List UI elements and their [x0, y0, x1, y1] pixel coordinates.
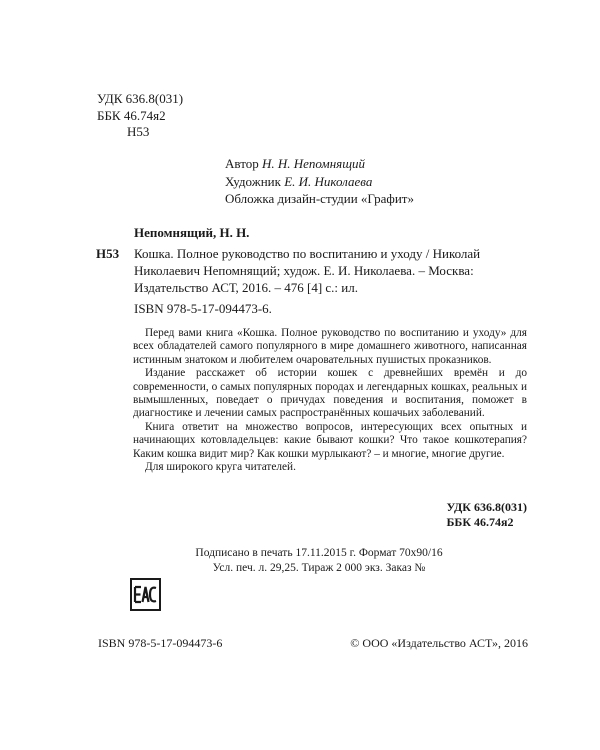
printing-line-1: Подписано в печать 17.11.2015 г. Формат 70х90/16	[195, 547, 443, 559]
classification-repeat	[446, 500, 527, 529]
annotation-paragraph: Книга ответит на множество вопросов, интересующих всех опытных и начинающих котовладельцев: какие бывают кошки? Что такое кошкотерапия? Каким кошка видит мир? Как кошки мурлыкают? – и многие, многие другие.	[133, 420, 527, 460]
annotation-paragraph: Перед вами книга «Кошка. Полное руководство по воспитанию и уходу» для всех обладателей самого популярного в мире домашнего животного, написанная истинным знатоком и любителем очаровательных пушистых проказников.	[133, 327, 527, 366]
udk-code: УДК 636.8(031)	[97, 91, 184, 106]
author-mark: Н53	[127, 124, 150, 139]
bibliographic-isbn: ISBN 978-5-17-094473-6.	[134, 301, 272, 316]
annotation-paragraph: Издание расскажет об истории кошек с древнейших времён и до современности, о самых популярных породах и легендарных кошках, реальных и вымышленных, поведает о причудах поведения и воспитания, поможет в диагностике и лечении самых распространённых кошачьих заболеваний.	[133, 367, 527, 420]
udk-code-repeat: УДК 636.8(031)	[446, 500, 527, 514]
printing-info	[0, 546, 600, 576]
bbk-code: ББК 46.74я2	[97, 107, 166, 123]
credits-block	[225, 155, 414, 208]
footer-isbn: ISBN 978-5-17-094473-6	[98, 636, 223, 650]
artist-credit	[225, 173, 414, 191]
annotation	[133, 327, 527, 474]
printing-line-2: Усл. печ. л. 29,25. Тираж 2 000 экз. Заказ №	[212, 562, 426, 574]
author-name: Н. Н. Непомнящий	[261, 156, 366, 171]
bbk-code-repeat: ББК 46.74я2	[446, 514, 514, 529]
eac-mark-icon	[130, 578, 161, 611]
cover-credit: Обложка дизайн-студии «Графит»	[225, 191, 414, 206]
bibliographic-mark: Н53	[96, 246, 120, 261]
classification-block	[97, 91, 183, 141]
author-label: Автор	[225, 156, 259, 171]
bibliographic-heading: Непомнящий, Н. Н.	[134, 225, 250, 240]
artist-label: Художник	[225, 173, 281, 189]
artist-name: Е. И. Николаева	[284, 173, 373, 189]
bibliographic-description: Кошка. Полное руководство по воспитанию и уходу / Николай Николаевич Непомнящий; худож. Е. И. Николаева. – Москва: Издательство АСТ, 2016. – 476 [4] с.: ил.	[134, 246, 481, 295]
author-credit	[225, 155, 414, 173]
footer-copyright: © ООО «Издательство АСТ», 2016	[350, 636, 528, 650]
annotation-paragraph: Для широкого круга читателей.	[145, 461, 296, 474]
